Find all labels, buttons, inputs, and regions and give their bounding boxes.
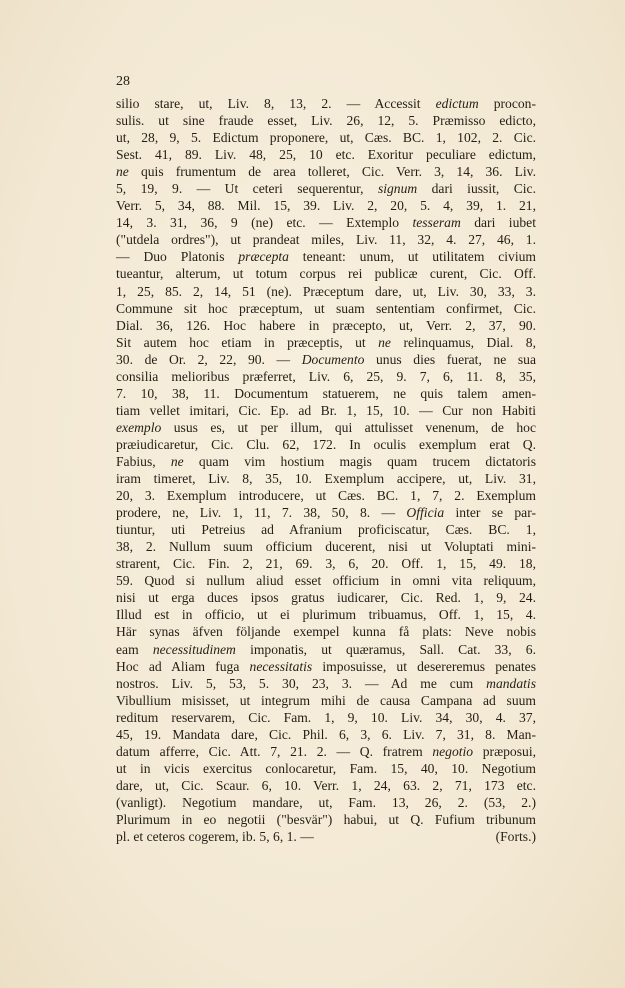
text-line	[116, 163, 536, 180]
text-line	[116, 726, 536, 743]
text-line	[116, 197, 536, 214]
text-line	[116, 760, 536, 777]
text-line	[116, 538, 536, 555]
text-run: Verr. 5, 34, 88. Mil. 15, 39. Liv. 2, 20, 5. 4, 39, 1. 21,	[116, 198, 536, 214]
text-line	[116, 453, 536, 470]
text-run: (vanligt). Negotium mandare, ut, Fam. 13, 26, 2. (53, 2.)	[116, 794, 536, 810]
text-line	[116, 743, 536, 760]
italic-term: mandatis	[486, 675, 536, 691]
text-line	[116, 589, 536, 606]
text-run: pl. et ceteros cogerem, ib. 5, 6, 1. —	[116, 829, 314, 845]
text-line	[116, 777, 536, 794]
italic-term: ne	[170, 453, 184, 469]
text-line	[116, 811, 536, 828]
text-run: imposuisse, ut desereremus penates	[312, 658, 537, 674]
text-run: dari iussit, Cic.	[417, 181, 536, 197]
text-run: sulis. ut sine fraude esset, Liv. 26, 12, 5. Præmisso edicto,	[116, 113, 536, 129]
text-run: 7. 10, 38, 11. Documentum statuerem, ne quis talem amen-	[116, 385, 536, 401]
text-line	[116, 623, 536, 640]
italic-term: tesseram	[412, 215, 461, 231]
text-run: prodere, ne, Liv. 1, 11, 7. 38, 50, 8. —	[116, 505, 407, 521]
text-line	[116, 504, 536, 521]
text-run: usus es, ut per illum, qui attulisset venenum, de hoc	[161, 419, 536, 435]
text-run: relinquamus, Dial. 8,	[390, 334, 536, 350]
text-run: Vibullium misisset, ut integrum mihi de causa Campana ad suum	[116, 692, 536, 708]
text-run: Sit autem hoc etiam in præceptis, ut	[116, 334, 379, 350]
text-run: teneant: unum, ut utilitatem civium	[288, 249, 536, 265]
text-run: 30. de Or. 2, 22, 90. —	[116, 351, 302, 367]
text-run: nisi ut erga duces ipsos gratus iudicarer, Cic. Red. 1, 9, 24.	[116, 590, 536, 606]
text-line	[116, 487, 536, 504]
text-line	[116, 436, 536, 453]
text-line	[116, 675, 536, 692]
italic-term: necessitatis	[249, 658, 313, 674]
text-line	[116, 112, 536, 129]
text-run: unus dies fuerat, ne sua	[364, 351, 536, 367]
text-line	[116, 641, 536, 658]
text-run: 14, 3. 31, 36, 9 (ne) etc. — Extemplo	[116, 215, 413, 231]
italic-term: signum	[377, 181, 418, 197]
text-line	[116, 146, 536, 163]
text-run: silio stare, ut, Liv. 8, 13, 2. — Accessit	[116, 96, 436, 111]
text-line	[116, 368, 536, 385]
text-run: imponatis, ut quæramus, Sall. Cat. 33, 6.	[235, 641, 537, 657]
text-run: nostros. Liv. 5, 53, 5. 30, 23, 3. — Ad me cum	[116, 675, 487, 691]
text-run: 5, 19, 9. — Ut ceteri sequerentur,	[116, 181, 378, 197]
text-run: datum afferre, Cic. Att. 7, 21. 2. — Q. fratrem	[116, 743, 433, 759]
text-run: 1, 25, 85. 2, 14, 51 (ne). Præceptum dare, ut, Liv. 30, 33, 3.	[116, 283, 536, 299]
text-run: procon-	[478, 96, 536, 111]
text-line	[116, 248, 536, 265]
text-run: ut, 28, 9, 5. Edictum proponere, ut, Cæs. BC. 1, 102, 2. Cic.	[116, 130, 536, 146]
text-run: ut in vicis exercitus conlocaretur, Fam. 15, 40, 10. Negotium	[116, 760, 536, 776]
text-line	[116, 231, 536, 248]
text-run: Hoc ad Aliam fuga	[116, 658, 250, 674]
text-run: tiuntur, uti Petreius ad Afranium proficiscatur, Cæs. BC. 1,	[116, 522, 536, 538]
text-line	[116, 572, 536, 589]
italic-term: Documento	[301, 351, 365, 367]
text-run: iram timeret, Liv. 8, 35, 10. Exemplum accipere, ut, Liv. 31,	[116, 471, 536, 487]
text-run: eam	[116, 641, 153, 657]
text-run: 59. Quod si nullum aliud esset officium in omni vita reliquum,	[116, 573, 536, 589]
text-line	[116, 129, 536, 146]
text-line	[116, 385, 536, 402]
text-run: Commune sit hoc præceptum, ut suam sententiam confirmet, Cic.	[116, 300, 536, 316]
page-number: 28	[116, 74, 130, 89]
text-run: præposui,	[473, 743, 536, 759]
text-run: Sest. 41, 89. Liv. 48, 25, 10 etc. Exoritur peculiare edictum,	[116, 147, 536, 163]
text-run: quis frumentum de area tolleret, Cic. Verr. 3, 14, 36. Liv.	[128, 164, 536, 180]
text-line	[116, 402, 536, 419]
continuation-note: (Forts.)	[495, 829, 536, 845]
text-line	[116, 658, 536, 675]
text-run: 20, 3. Exemplum introducere, ut Cæs. BC. 1, 7, 2. Exemplum	[116, 488, 536, 504]
text-run: tueantur, alterum, ut totum corpus rei publicæ curent, Cic. Off.	[116, 266, 536, 282]
text-run: Illud est in officio, ut ei plurimum tribuamus, Off. 1, 15, 4.	[116, 607, 536, 623]
text-line-last	[116, 828, 536, 845]
text-run: præiudicaretur, Cic. Clu. 62, 172. In oculis exemplum erat Q.	[116, 436, 536, 452]
text-run: Dial. 36, 126. Hoc habere in præcepto, ut, Verr. 2, 37, 90.	[116, 317, 536, 333]
italic-term: necessitudinem	[152, 641, 236, 657]
text-run: 38, 2. Nullum suum officium ducerent, nisi ut Voluptati mini-	[116, 539, 536, 555]
italic-term: edictum	[435, 96, 479, 111]
text-run: reditum reservarem, Cic. Fam. 1, 9, 10. Liv. 34, 30, 4. 37,	[116, 709, 536, 725]
italic-term: præcepta	[238, 249, 289, 265]
text-run: strarent, Cic. Fin. 2, 21, 69. 3, 6, 20. Off. 1, 15, 49. 18,	[116, 556, 536, 572]
text-line	[116, 692, 536, 709]
text-line	[116, 214, 536, 231]
text-line	[116, 555, 536, 572]
text-line	[116, 265, 536, 282]
text-line	[116, 709, 536, 726]
text-line	[116, 470, 536, 487]
italic-term: ne	[116, 164, 129, 180]
text-line	[116, 300, 536, 317]
italic-term: ne	[378, 334, 391, 350]
text-run: 45, 19. Mandata dare, Cic. Phil. 6, 3, 6. Liv. 7, 31, 8. Man-	[116, 726, 536, 742]
italic-term: Officia	[406, 505, 445, 521]
text-line	[116, 95, 536, 112]
italic-term: exemplo	[116, 419, 162, 435]
text-run: — Duo Platonis	[116, 249, 239, 265]
text-line	[116, 317, 536, 334]
text-line	[116, 606, 536, 623]
text-run: Plurimum in eo negotii ("besvär") habui, ut Q. Fufium tribunum	[116, 811, 536, 827]
text-run: dari iubet	[460, 215, 536, 231]
text-line	[116, 419, 536, 436]
body-text	[116, 95, 536, 845]
text-run: quam vim hostium magis quam trucem dictatoris	[183, 453, 536, 469]
text-run: dare, ut, Cic. Scaur. 6, 10. Verr. 1, 24, 63. 2, 71, 173 etc.	[116, 777, 536, 793]
text-line	[116, 521, 536, 538]
text-run: Här synas äfven följande exempel kunna få plats: Neve nobis	[116, 624, 536, 640]
text-line	[116, 283, 536, 300]
text-run: consilia melioribus præferret, Liv. 6, 25, 9. 7, 6, 11. 8, 35,	[116, 368, 536, 384]
text-line	[116, 334, 536, 351]
text-run: Fabius,	[116, 453, 171, 469]
text-run: inter se par-	[444, 505, 537, 521]
text-run: ("utdela ordres"), ut prandeat miles, Liv. 11, 32, 4. 27, 46, 1.	[116, 232, 536, 248]
text-line	[116, 351, 536, 368]
italic-term: negotio	[432, 743, 474, 759]
text-line	[116, 180, 536, 197]
text-run: tiam vellet imitari, Cic. Ep. ad Br. 1, 15, 10. — Cur non Habiti	[116, 402, 536, 418]
text-line	[116, 794, 536, 811]
